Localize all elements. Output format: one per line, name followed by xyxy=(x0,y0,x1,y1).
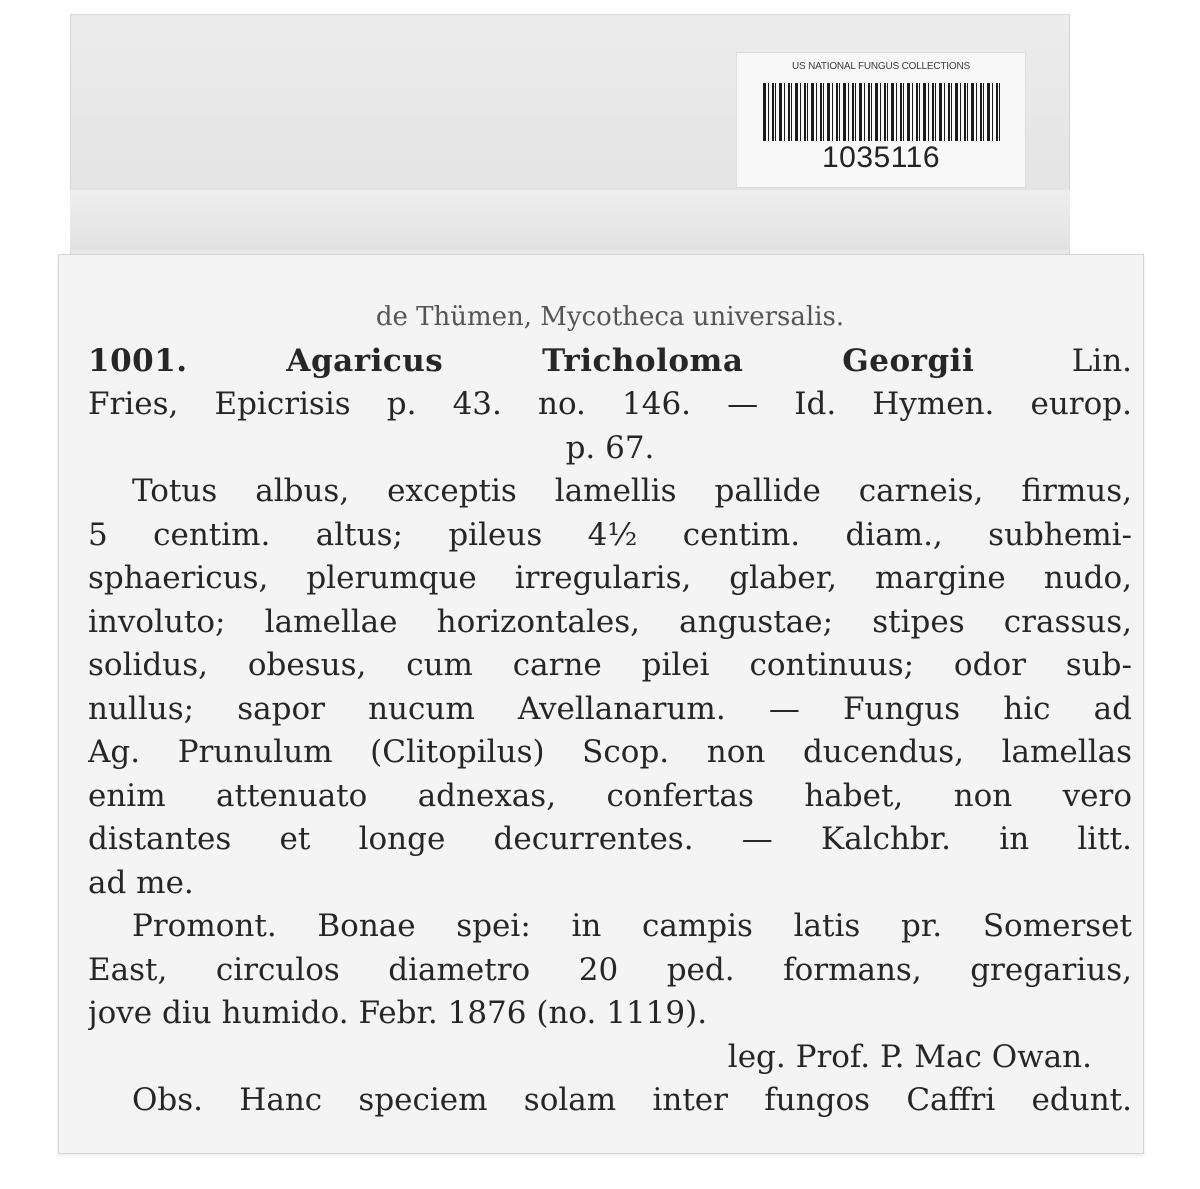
barcode-number: 1035116 xyxy=(821,141,941,174)
label-line: enim attenuato adnexas, confertas habet, non vero xyxy=(88,777,1132,814)
label-header: de Thümen, Mycotheca universalis. xyxy=(375,302,845,332)
label-line: nullus; sapor nucum Avellanarum. — Fungus hic ad xyxy=(88,690,1132,727)
label-line: Fries, Epicrisis p. 43. no. 146. — Id. Hymen. europ. xyxy=(88,386,1132,422)
label-line: jove diu humido. Febr. 1876 (no. 1119). xyxy=(88,995,708,1031)
label-line: Obs. Hanc speciem solam inter fungos Caffri edunt. xyxy=(132,1082,1132,1118)
label-line: 5 centim. altus; pileus 4½ centim. diam., subhemi- xyxy=(88,516,1132,553)
label-title xyxy=(88,340,1132,384)
label-line: ad me. xyxy=(88,864,194,901)
label-line: East, circulos diametro 20 ped. formans, gregarius, xyxy=(88,951,1132,988)
barcode-label xyxy=(736,52,1026,188)
label-text xyxy=(88,296,1132,1123)
folder-fold xyxy=(70,190,1070,250)
label-line: Ag. Prunulum (Clitopilus) Scop. non ducendus, lamellas xyxy=(88,734,1132,770)
label-line: Totus albus, exceptis lamellis pallide carneis, firmus, xyxy=(132,473,1132,509)
collector-line: leg. Prof. P. Mac Owan. xyxy=(727,1038,1092,1075)
label-line: solidus, obesus, cum carne pilei continuus; odor sub- xyxy=(88,647,1132,683)
label-line: p. 67. xyxy=(565,429,655,466)
barcode-caption: US NATIONAL FUNGUS COLLECTIONS xyxy=(792,61,970,72)
species-authority: Lin. xyxy=(1071,342,1132,379)
label-line: Promont. Bonae spei: in campis latis pr. Somerset xyxy=(132,908,1132,944)
label-line: sphaericus, plerumque irregularis, glaber, margine nudo, xyxy=(88,560,1132,596)
label-line: involuto; lamellae horizontales, angustae; stipes crassus, xyxy=(88,603,1132,640)
label-line: distantes et longe decurrentes. — Kalchbr. in litt. xyxy=(88,821,1132,857)
barcode-bars xyxy=(763,83,1003,141)
species-name: 1001. Agaricus Tricholoma Georgii xyxy=(88,342,975,379)
